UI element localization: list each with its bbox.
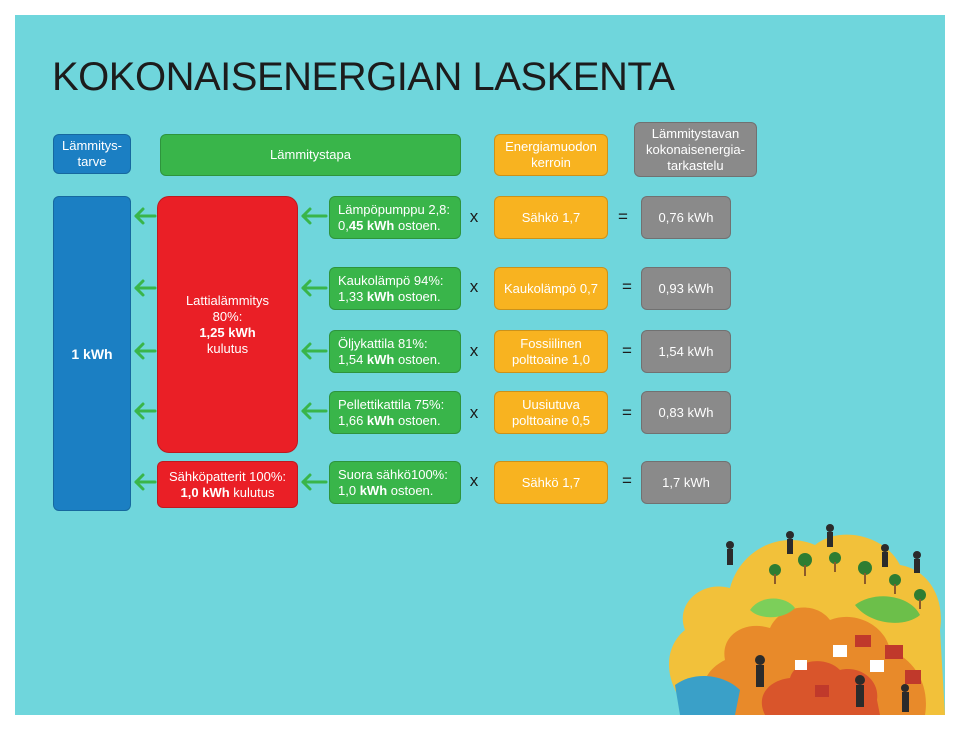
demand-value: 1 kWh xyxy=(71,345,113,362)
floor-heating-line4: kulutus xyxy=(206,340,249,356)
source-line2: 1,0 kWh ostoen. xyxy=(338,482,434,498)
source-line2: 1,54 kWh ostoen. xyxy=(338,351,441,367)
arrow-left-icon xyxy=(303,475,326,489)
arrow-left-icon xyxy=(303,404,326,418)
coefficient-label: Fossiilinen polttoaine 1,0 xyxy=(511,335,591,367)
source-line1: Suora sähkö100%: xyxy=(338,466,448,482)
coefficient-label: Sähkö 1,7 xyxy=(521,474,581,490)
source-line1: Öljykattila 81%: xyxy=(338,335,428,351)
header-coefficient-label: Energiamuodon kerroin xyxy=(505,139,597,170)
times-operator: x xyxy=(469,471,479,490)
arrow-left-icon xyxy=(303,281,326,295)
source-line2: 0,45 kWh ostoen. xyxy=(338,217,441,233)
page-title: KOKONAISENERGIAN LASKENTA xyxy=(52,55,675,99)
arrow-left-icon xyxy=(136,404,155,418)
electric-radiators-line1: Sähköpatterit 100%: xyxy=(168,468,287,484)
result-value: 0,83 kWh xyxy=(658,404,714,420)
arrow-left-icon xyxy=(136,344,155,358)
times-operator: x xyxy=(469,403,479,422)
header-method-label: Lämmitystapa xyxy=(270,147,351,162)
times-operator: x xyxy=(469,207,479,226)
equals-operator: = xyxy=(622,277,632,296)
arrow-left-icon xyxy=(136,475,155,489)
result-value: 0,76 kWh xyxy=(658,209,714,225)
header-demand-label: Lämmitys- tarve xyxy=(62,138,122,169)
slide xyxy=(15,15,945,715)
floor-heating-line1: Lattialämmitys xyxy=(185,292,270,308)
city-people-illustration xyxy=(655,510,945,715)
equals-operator: = xyxy=(618,207,628,226)
source-line1: Pellettikattila 75%: xyxy=(338,396,445,412)
result-value: 1,7 kWh xyxy=(662,474,710,490)
arrow-left-icon xyxy=(136,281,155,295)
arrow-left-icon xyxy=(303,209,326,223)
coefficient-label: Kaukolämpö 0,7 xyxy=(504,280,598,296)
source-line2: 1,33 kWh ostoen. xyxy=(338,288,441,304)
result-value: 0,93 kWh xyxy=(658,280,714,296)
arrow-left-icon xyxy=(303,344,326,358)
equals-operator: = xyxy=(622,471,632,490)
arrow-left-icon xyxy=(136,209,155,223)
coefficient-label: Sähkö 1,7 xyxy=(521,209,581,225)
equals-operator: = xyxy=(622,403,632,422)
source-line2: 1,66 kWh ostoen. xyxy=(338,412,441,428)
coefficient-label: Uusiutuva polttoaine 0,5 xyxy=(511,396,591,428)
header-total-label: Lämmitystavan kokonaisenergia- tarkastelu xyxy=(645,125,745,173)
equals-operator: = xyxy=(622,341,632,360)
result-value: 1,54 kWh xyxy=(658,343,714,359)
source-line1: Lämpöpumppu 2,8: xyxy=(338,201,451,217)
electric-radiators-line2: 1,0 kWh kulutus xyxy=(180,484,275,500)
source-line1: Kaukolämpö 94%: xyxy=(338,272,444,288)
floor-heating-line2: 80%: xyxy=(212,308,243,324)
times-operator: x xyxy=(469,341,479,360)
times-operator: x xyxy=(469,277,479,296)
floor-heating-value: 1,25 kWh xyxy=(199,324,256,340)
